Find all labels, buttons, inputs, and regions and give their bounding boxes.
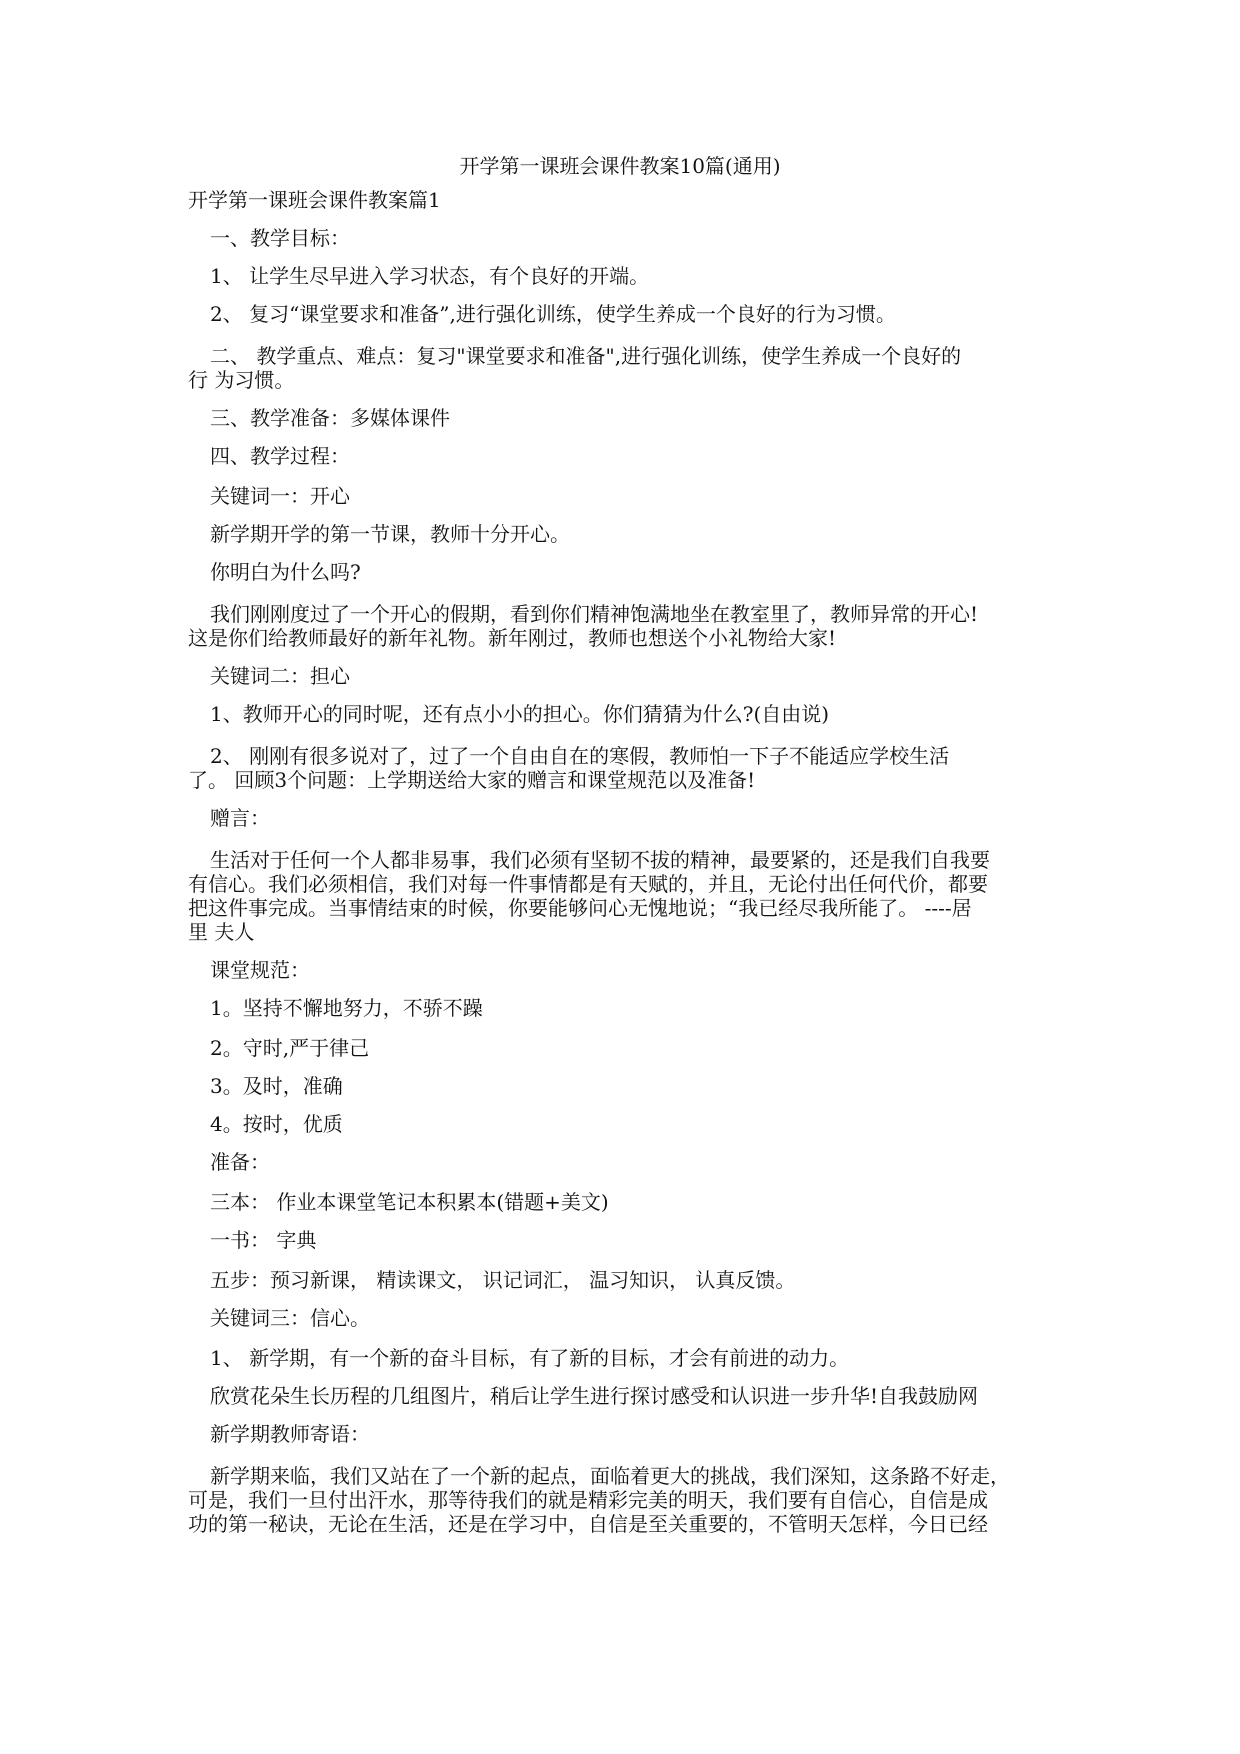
- paragraph-line: 2。守时,严于律己: [210, 1036, 370, 1060]
- paragraph-line: 2、 复习“课堂要求和准备”,进行强化训练，使学生养成一个良好的行为习惯。: [210, 302, 896, 326]
- document-title: 开学第一课班会课件教案10篇(通用): [459, 154, 781, 178]
- paragraph-line: 欣赏花朵生长历程的几组图片，稍后让学生进行探讨感受和认识进一步升华!自我鼓励网: [210, 1384, 979, 1408]
- paragraph-line: 生活对于任何一个人都非易事，我们必须有坚韧不拔的精神，最要紧的，还是我们自我要: [210, 848, 990, 872]
- paragraph-line: 1、教师开心的同时呢，还有点小小的担心。你们猜猜为什么?(自由说): [210, 702, 830, 726]
- paragraph-line: 我们刚刚度过了一个开心的假期，看到你们精神饱满地坐在教室里了，教师异常的开心!: [210, 602, 979, 626]
- paragraph-line: 准备：: [210, 1150, 270, 1174]
- paragraph-line: 里 夫人: [188, 920, 255, 944]
- paragraph-line: 你明白为什么吗?: [210, 560, 361, 584]
- paragraph-line: 了。 回顾3个问题：上学期送给大家的赠言和课堂规范以及准备!: [188, 768, 756, 792]
- paragraph-line: 课堂规范：: [210, 958, 310, 982]
- paragraph-line: 1、 让学生尽早进入学习状态，有个良好的开端。: [210, 264, 650, 288]
- paragraph-line: 关键词一：开心: [210, 484, 350, 508]
- paragraph-line: 四、教学过程：: [210, 444, 350, 468]
- paragraph-line: 关键词二：担心: [210, 664, 350, 688]
- paragraph-line: 三本： 作业本课堂笔记本积累本(错题+美文): [210, 1190, 609, 1214]
- paragraph-line: 赠言：: [210, 806, 270, 830]
- paragraph-line: 关键词三：信心。: [210, 1306, 370, 1330]
- paragraph-line: 新学期来临，我们又站在了一个新的起点，面临着更大的挑战，我们深知，这条路不好走，: [210, 1464, 1010, 1488]
- paragraph-line: 3。及时，准确: [210, 1074, 343, 1098]
- paragraph-line: 4。按时，优质: [210, 1112, 343, 1136]
- paragraph-line: 新学期开学的第一节课，教师十分开心。: [210, 522, 570, 546]
- paragraph-line: 功的第一秘诀，无论在生活，还是在学习中，自信是至关重要的，不管明天怎样，今日已经: [188, 1512, 988, 1536]
- paragraph-line: 一书： 字典: [210, 1228, 317, 1252]
- paragraph-line: 一、教学目标：: [210, 226, 350, 250]
- paragraph-line: 五步：预习新课， 精读课文， 识记词汇， 温习知识， 认真反馈。: [210, 1268, 796, 1292]
- paragraph-line: 行 为习惯。: [188, 368, 295, 392]
- paragraph-line: 三、教学准备：多媒体课件: [210, 406, 450, 430]
- paragraph-line: 这是你们给教师最好的新年礼物。新年刚过，教师也想送个小礼物给大家!: [188, 626, 837, 650]
- paragraph-line: 新学期教师寄语：: [210, 1422, 370, 1446]
- section-heading: 开学第一课班会课件教案篇1: [188, 188, 441, 212]
- paragraph-line: 1、 新学期，有一个新的奋斗目标，有了新的目标，才会有前进的动力。: [210, 1346, 850, 1370]
- paragraph-line: 1。坚持不懈地努力，不骄不躁: [210, 996, 483, 1020]
- paragraph-line: 把这件事完成。当事情结束的时候，你要能够问心无愧地说；“我已经尽我所能了。 ----居: [188, 896, 972, 920]
- paragraph-line: 有信心。我们必须相信，我们对每一件事情都是有天赋的，并且，无论付出任何代价，都要: [188, 872, 988, 896]
- paragraph-line: 二、 教学重点、难点：复习"课堂要求和准备",进行强化训练，使学生养成一个良好的: [210, 344, 962, 368]
- paragraph-line: 可是，我们一旦付出汗水，那等待我们的就是精彩完美的明天，我们要有自信心，自信是成: [188, 1488, 988, 1512]
- paragraph-line: 2、 刚刚有很多说对了，过了一个自由自在的寒假，教师怕一下子不能适应学校生活: [210, 744, 950, 768]
